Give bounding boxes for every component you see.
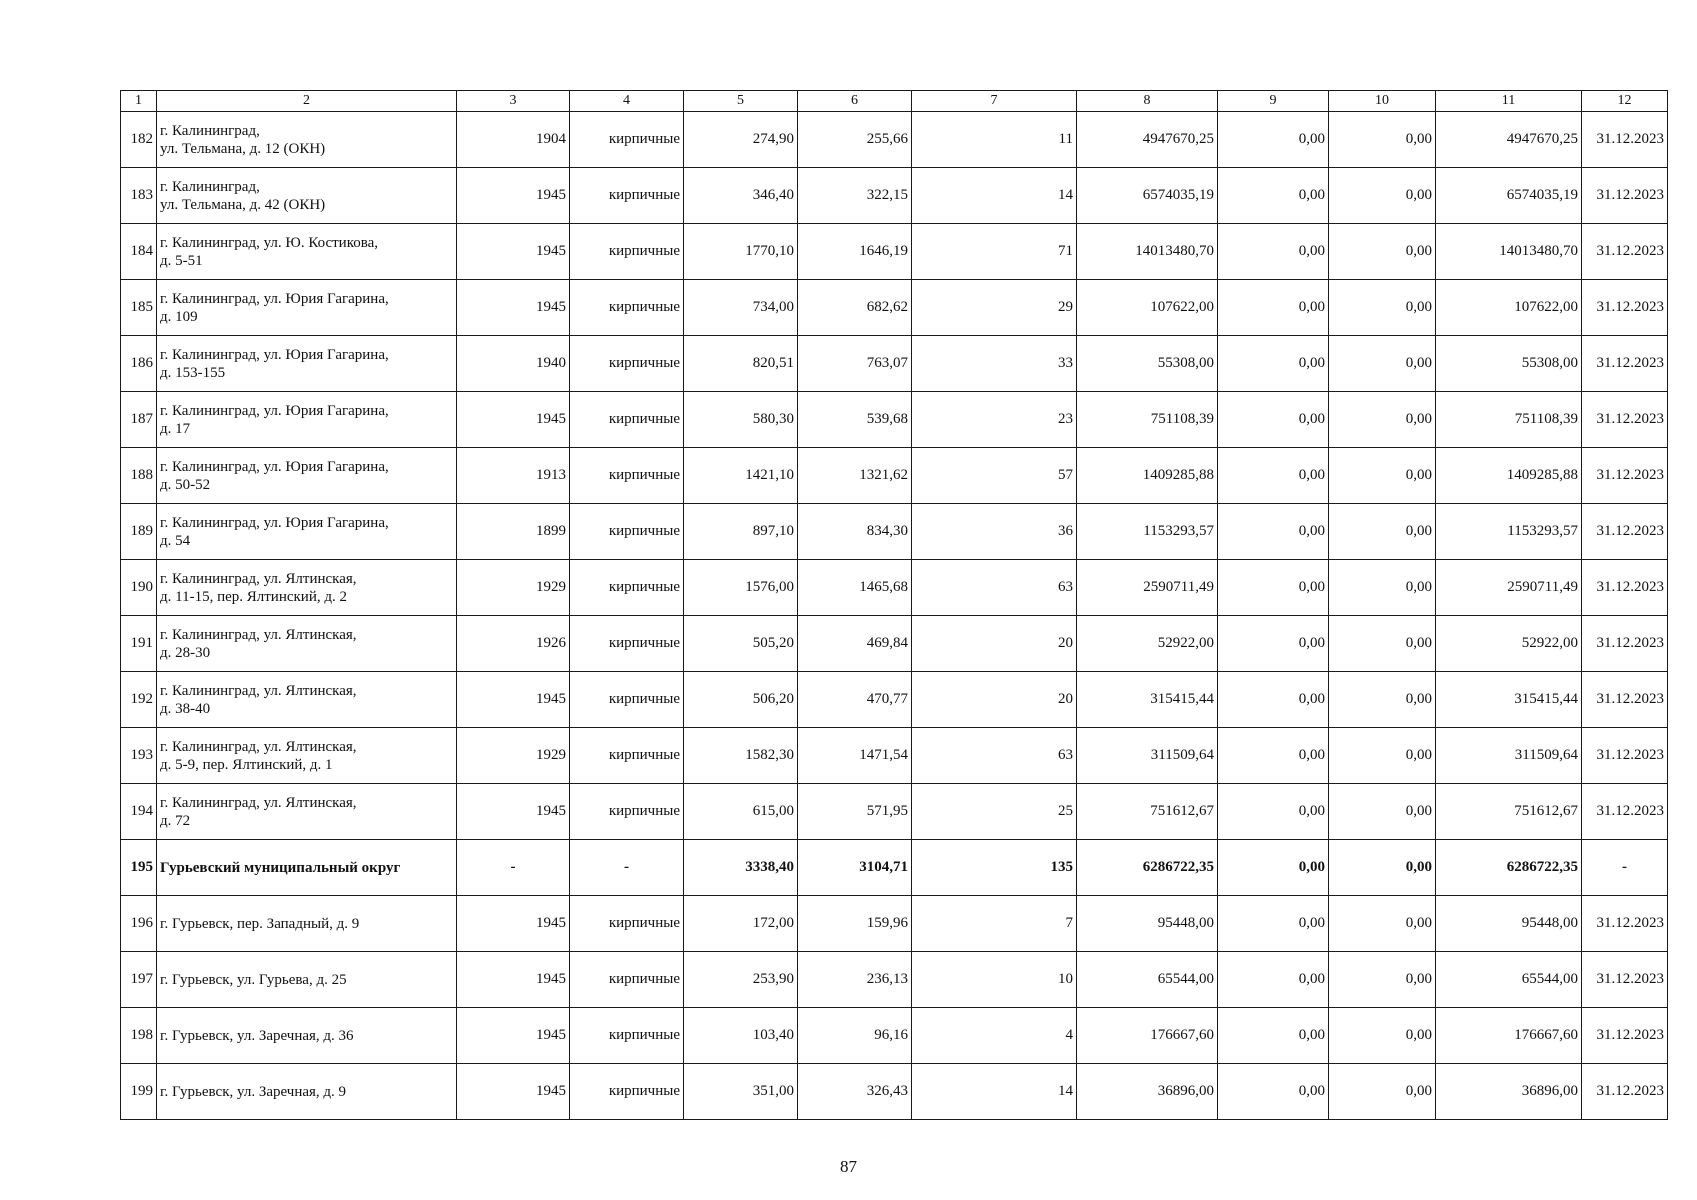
table-row <box>121 336 1668 392</box>
total-area-cell: 615,00 <box>684 784 798 840</box>
col9-value-cell: 0,00 <box>1218 672 1329 728</box>
col10-value-cell: 0,00 <box>1329 112 1436 168</box>
col10-value-cell: 0,00 <box>1329 448 1436 504</box>
row-number-cell: 183 <box>121 168 157 224</box>
address-cell: г. Калининград, ул. Юрия Гагарина, д. 109 <box>157 280 457 336</box>
deadline-date-cell: 31.12.2023 <box>1582 672 1668 728</box>
deadline-date-cell: 31.12.2023 <box>1582 504 1668 560</box>
living-area-cell: 763,07 <box>798 336 912 392</box>
deadline-date-cell: 31.12.2023 <box>1582 616 1668 672</box>
total-cost-cell: 95448,00 <box>1077 896 1218 952</box>
col10-value-cell: 0,00 <box>1329 728 1436 784</box>
residents-count-cell: 7 <box>912 896 1077 952</box>
col10-value-cell: 0,00 <box>1329 224 1436 280</box>
residents-count-cell: 63 <box>912 728 1077 784</box>
address-cell: г. Калининград, ул. Юрия Гагарина, д. 153-155 <box>157 336 457 392</box>
total-cost-cell: 52922,00 <box>1077 616 1218 672</box>
living-area-cell: 236,13 <box>798 952 912 1008</box>
col10-value-cell: 0,00 <box>1329 560 1436 616</box>
budget-cost-cell: 6286722,35 <box>1436 840 1582 896</box>
deadline-date-cell: 31.12.2023 <box>1582 896 1668 952</box>
living-area-cell: 1321,62 <box>798 448 912 504</box>
wall-material-cell: кирпичные <box>570 112 684 168</box>
year-built-cell: 1945 <box>457 1008 570 1064</box>
housing-register-table <box>120 90 1668 1120</box>
year-built-cell: 1945 <box>457 280 570 336</box>
table-row <box>121 784 1668 840</box>
table-row <box>121 728 1668 784</box>
living-area-cell: 1646,19 <box>798 224 912 280</box>
row-number-cell: 196 <box>121 896 157 952</box>
table-row <box>121 560 1668 616</box>
table-row <box>121 1064 1668 1120</box>
total-area-cell: 253,90 <box>684 952 798 1008</box>
budget-cost-cell: 107622,00 <box>1436 280 1582 336</box>
address-cell: г. Калининград, ул. Юрия Гагарина, д. 54 <box>157 504 457 560</box>
col9-value-cell: 0,00 <box>1218 504 1329 560</box>
table-row <box>121 504 1668 560</box>
column-number-header: 1 <box>121 91 157 112</box>
total-cost-cell: 1153293,57 <box>1077 504 1218 560</box>
year-built-cell: 1913 <box>457 448 570 504</box>
col9-value-cell: 0,00 <box>1218 896 1329 952</box>
deadline-date-cell: 31.12.2023 <box>1582 728 1668 784</box>
year-built-cell: 1945 <box>457 784 570 840</box>
row-number-cell: 198 <box>121 1008 157 1064</box>
year-built-cell: 1929 <box>457 728 570 784</box>
wall-material-cell: кирпичные <box>570 1064 684 1120</box>
budget-cost-cell: 55308,00 <box>1436 336 1582 392</box>
deadline-date-cell: 31.12.2023 <box>1582 784 1668 840</box>
living-area-cell: 539,68 <box>798 392 912 448</box>
wall-material-cell: кирпичные <box>570 224 684 280</box>
year-built-cell: 1945 <box>457 672 570 728</box>
col10-value-cell: 0,00 <box>1329 336 1436 392</box>
total-area-cell: 505,20 <box>684 616 798 672</box>
col9-value-cell: 0,00 <box>1218 1008 1329 1064</box>
total-area-cell: 580,30 <box>684 392 798 448</box>
column-number-header: 3 <box>457 91 570 112</box>
col10-value-cell: 0,00 <box>1329 504 1436 560</box>
row-number-cell: 182 <box>121 112 157 168</box>
deadline-date-cell: 31.12.2023 <box>1582 448 1668 504</box>
page-number: 87 <box>840 1157 857 1176</box>
total-cost-cell: 311509,64 <box>1077 728 1218 784</box>
deadline-date-cell: 31.12.2023 <box>1582 112 1668 168</box>
total-cost-cell: 65544,00 <box>1077 952 1218 1008</box>
total-area-cell: 820,51 <box>684 336 798 392</box>
col10-value-cell: 0,00 <box>1329 280 1436 336</box>
total-cost-cell: 36896,00 <box>1077 1064 1218 1120</box>
budget-cost-cell: 1409285,88 <box>1436 448 1582 504</box>
column-number-header: 4 <box>570 91 684 112</box>
budget-cost-cell: 751612,67 <box>1436 784 1582 840</box>
wall-material-cell: кирпичные <box>570 1008 684 1064</box>
year-built-cell: 1945 <box>457 1064 570 1120</box>
total-cost-cell: 55308,00 <box>1077 336 1218 392</box>
budget-cost-cell: 65544,00 <box>1436 952 1582 1008</box>
total-area-cell: 172,00 <box>684 896 798 952</box>
residents-count-cell: 135 <box>912 840 1077 896</box>
deadline-date-cell: 31.12.2023 <box>1582 336 1668 392</box>
total-cost-cell: 4947670,25 <box>1077 112 1218 168</box>
wall-material-cell: кирпичные <box>570 784 684 840</box>
total-cost-cell: 107622,00 <box>1077 280 1218 336</box>
living-area-cell: 1465,68 <box>798 560 912 616</box>
address-cell: г. Калининград, ул. Тельмана, д. 42 (ОКН) <box>157 168 457 224</box>
table-row <box>121 280 1668 336</box>
col10-value-cell: 0,00 <box>1329 1064 1436 1120</box>
deadline-date-cell: - <box>1582 840 1668 896</box>
address-cell: г. Калининград, ул. Юрия Гагарина, д. 50-52 <box>157 448 457 504</box>
budget-cost-cell: 52922,00 <box>1436 616 1582 672</box>
residents-count-cell: 63 <box>912 560 1077 616</box>
column-number-header: 11 <box>1436 91 1582 112</box>
deadline-date-cell: 31.12.2023 <box>1582 1008 1668 1064</box>
col10-value-cell: 0,00 <box>1329 896 1436 952</box>
table-row <box>121 672 1668 728</box>
column-number-header: 9 <box>1218 91 1329 112</box>
row-number-cell: 185 <box>121 280 157 336</box>
budget-cost-cell: 751108,39 <box>1436 392 1582 448</box>
living-area-cell: 96,16 <box>798 1008 912 1064</box>
residents-count-cell: 25 <box>912 784 1077 840</box>
total-cost-cell: 6286722,35 <box>1077 840 1218 896</box>
year-built-cell: 1945 <box>457 224 570 280</box>
col10-value-cell: 0,00 <box>1329 952 1436 1008</box>
table-row <box>121 616 1668 672</box>
address-cell: г. Гурьевск, пер. Западный, д. 9 <box>157 896 457 952</box>
table-row <box>121 112 1668 168</box>
col9-value-cell: 0,00 <box>1218 392 1329 448</box>
budget-cost-cell: 1153293,57 <box>1436 504 1582 560</box>
address-cell: г. Калининград, ул. Юрия Гагарина, д. 17 <box>157 392 457 448</box>
total-cost-cell: 1409285,88 <box>1077 448 1218 504</box>
address-cell: г. Гурьевск, ул. Заречная, д. 9 <box>157 1064 457 1120</box>
wall-material-cell: кирпичные <box>570 560 684 616</box>
deadline-date-cell: 31.12.2023 <box>1582 168 1668 224</box>
year-built-cell: 1940 <box>457 336 570 392</box>
deadline-date-cell: 31.12.2023 <box>1582 560 1668 616</box>
address-cell: г. Калининград, ул. Ялтинская, д. 5-9, пер. Ялтинский, д. 1 <box>157 728 457 784</box>
address-cell: г. Калининград, ул. Ялтинская, д. 38-40 <box>157 672 457 728</box>
deadline-date-cell: 31.12.2023 <box>1582 1064 1668 1120</box>
total-area-cell: 734,00 <box>684 280 798 336</box>
row-number-cell: 188 <box>121 448 157 504</box>
year-built-cell: - <box>457 840 570 896</box>
budget-cost-cell: 95448,00 <box>1436 896 1582 952</box>
total-area-cell: 103,40 <box>684 1008 798 1064</box>
residents-count-cell: 71 <box>912 224 1077 280</box>
wall-material-cell: кирпичные <box>570 728 684 784</box>
col10-value-cell: 0,00 <box>1329 168 1436 224</box>
residents-count-cell: 57 <box>912 448 1077 504</box>
budget-cost-cell: 2590711,49 <box>1436 560 1582 616</box>
row-number-cell: 199 <box>121 1064 157 1120</box>
row-number-cell: 191 <box>121 616 157 672</box>
wall-material-cell: кирпичные <box>570 896 684 952</box>
col9-value-cell: 0,00 <box>1218 1064 1329 1120</box>
living-area-cell: 470,77 <box>798 672 912 728</box>
wall-material-cell: кирпичные <box>570 168 684 224</box>
row-number-cell: 187 <box>121 392 157 448</box>
residents-count-cell: 36 <box>912 504 1077 560</box>
total-area-cell: 346,40 <box>684 168 798 224</box>
table-row <box>121 1008 1668 1064</box>
table-row <box>121 224 1668 280</box>
col9-value-cell: 0,00 <box>1218 784 1329 840</box>
year-built-cell: 1899 <box>457 504 570 560</box>
column-number-header: 2 <box>157 91 457 112</box>
year-built-cell: 1945 <box>457 952 570 1008</box>
residents-count-cell: 4 <box>912 1008 1077 1064</box>
residents-count-cell: 23 <box>912 392 1077 448</box>
col9-value-cell: 0,00 <box>1218 224 1329 280</box>
budget-cost-cell: 36896,00 <box>1436 1064 1582 1120</box>
col9-value-cell: 0,00 <box>1218 840 1329 896</box>
living-area-cell: 322,15 <box>798 168 912 224</box>
total-area-cell: 1770,10 <box>684 224 798 280</box>
column-number-header: 5 <box>684 91 798 112</box>
col9-value-cell: 0,00 <box>1218 112 1329 168</box>
address-cell: г. Калининград, ул. Тельмана, д. 12 (ОКН) <box>157 112 457 168</box>
total-area-cell: 506,20 <box>684 672 798 728</box>
deadline-date-cell: 31.12.2023 <box>1582 280 1668 336</box>
total-area-cell: 274,90 <box>684 112 798 168</box>
budget-cost-cell: 311509,64 <box>1436 728 1582 784</box>
total-cost-cell: 176667,60 <box>1077 1008 1218 1064</box>
budget-cost-cell: 6574035,19 <box>1436 168 1582 224</box>
living-area-cell: 255,66 <box>798 112 912 168</box>
total-cost-cell: 751612,67 <box>1077 784 1218 840</box>
living-area-cell: 834,30 <box>798 504 912 560</box>
col10-value-cell: 0,00 <box>1329 840 1436 896</box>
total-area-cell: 3338,40 <box>684 840 798 896</box>
district-total-row <box>121 840 1668 896</box>
col10-value-cell: 0,00 <box>1329 1008 1436 1064</box>
table-row <box>121 168 1668 224</box>
total-area-cell: 897,10 <box>684 504 798 560</box>
living-area-cell: 326,43 <box>798 1064 912 1120</box>
total-area-cell: 351,00 <box>684 1064 798 1120</box>
wall-material-cell: кирпичные <box>570 392 684 448</box>
wall-material-cell: кирпичные <box>570 280 684 336</box>
col9-value-cell: 0,00 <box>1218 168 1329 224</box>
address-cell: г. Гурьевск, ул. Гурьева, д. 25 <box>157 952 457 1008</box>
wall-material-cell: кирпичные <box>570 448 684 504</box>
row-number-cell: 193 <box>121 728 157 784</box>
living-area-cell: 1471,54 <box>798 728 912 784</box>
address-cell: г. Гурьевск, ул. Заречная, д. 36 <box>157 1008 457 1064</box>
wall-material-cell: - <box>570 840 684 896</box>
wall-material-cell: кирпичные <box>570 672 684 728</box>
deadline-date-cell: 31.12.2023 <box>1582 392 1668 448</box>
column-number-header-row <box>121 91 1668 112</box>
year-built-cell: 1945 <box>457 168 570 224</box>
budget-cost-cell: 4947670,25 <box>1436 112 1582 168</box>
total-cost-cell: 751108,39 <box>1077 392 1218 448</box>
residents-count-cell: 14 <box>912 168 1077 224</box>
col9-value-cell: 0,00 <box>1218 952 1329 1008</box>
column-number-header: 6 <box>798 91 912 112</box>
living-area-cell: 159,96 <box>798 896 912 952</box>
column-number-header: 10 <box>1329 91 1436 112</box>
total-area-cell: 1582,30 <box>684 728 798 784</box>
living-area-cell: 469,84 <box>798 616 912 672</box>
budget-cost-cell: 14013480,70 <box>1436 224 1582 280</box>
total-area-cell: 1576,00 <box>684 560 798 616</box>
address-cell: г. Калининград, ул. Ю. Костикова, д. 5-51 <box>157 224 457 280</box>
wall-material-cell: кирпичные <box>570 952 684 1008</box>
year-built-cell: 1904 <box>457 112 570 168</box>
address-cell: г. Калининград, ул. Ялтинская, д. 11-15, пер. Ялтинский, д. 2 <box>157 560 457 616</box>
col10-value-cell: 0,00 <box>1329 616 1436 672</box>
table-row <box>121 392 1668 448</box>
col9-value-cell: 0,00 <box>1218 448 1329 504</box>
total-area-cell: 1421,10 <box>684 448 798 504</box>
total-cost-cell: 315415,44 <box>1077 672 1218 728</box>
address-cell: г. Калининград, ул. Ялтинская, д. 72 <box>157 784 457 840</box>
year-built-cell: 1945 <box>457 896 570 952</box>
wall-material-cell: кирпичные <box>570 504 684 560</box>
col9-value-cell: 0,00 <box>1218 280 1329 336</box>
residents-count-cell: 14 <box>912 1064 1077 1120</box>
residents-count-cell: 20 <box>912 616 1077 672</box>
total-cost-cell: 2590711,49 <box>1077 560 1218 616</box>
row-number-cell: 186 <box>121 336 157 392</box>
column-number-header: 12 <box>1582 91 1668 112</box>
residents-count-cell: 11 <box>912 112 1077 168</box>
residents-count-cell: 29 <box>912 280 1077 336</box>
wall-material-cell: кирпичные <box>570 616 684 672</box>
year-built-cell: 1945 <box>457 392 570 448</box>
residents-count-cell: 33 <box>912 336 1077 392</box>
table-row <box>121 952 1668 1008</box>
row-number-cell: 194 <box>121 784 157 840</box>
column-number-header: 7 <box>912 91 1077 112</box>
row-number-cell: 190 <box>121 560 157 616</box>
col10-value-cell: 0,00 <box>1329 392 1436 448</box>
col9-value-cell: 0,00 <box>1218 616 1329 672</box>
row-number-cell: 189 <box>121 504 157 560</box>
table-row <box>121 448 1668 504</box>
living-area-cell: 3104,71 <box>798 840 912 896</box>
year-built-cell: 1929 <box>457 560 570 616</box>
total-cost-cell: 14013480,70 <box>1077 224 1218 280</box>
budget-cost-cell: 315415,44 <box>1436 672 1582 728</box>
deadline-date-cell: 31.12.2023 <box>1582 224 1668 280</box>
residents-count-cell: 10 <box>912 952 1077 1008</box>
year-built-cell: 1926 <box>457 616 570 672</box>
row-number-cell: 197 <box>121 952 157 1008</box>
living-area-cell: 571,95 <box>798 784 912 840</box>
wall-material-cell: кирпичные <box>570 336 684 392</box>
deadline-date-cell: 31.12.2023 <box>1582 952 1668 1008</box>
living-area-cell: 682,62 <box>798 280 912 336</box>
row-number-cell: 192 <box>121 672 157 728</box>
budget-cost-cell: 176667,60 <box>1436 1008 1582 1064</box>
row-number-cell: 195 <box>121 840 157 896</box>
table-row <box>121 896 1668 952</box>
address-cell: г. Калининград, ул. Ялтинская, д. 28-30 <box>157 616 457 672</box>
col9-value-cell: 0,00 <box>1218 728 1329 784</box>
residents-count-cell: 20 <box>912 672 1077 728</box>
total-cost-cell: 6574035,19 <box>1077 168 1218 224</box>
col9-value-cell: 0,00 <box>1218 560 1329 616</box>
row-number-cell: 184 <box>121 224 157 280</box>
column-number-header: 8 <box>1077 91 1218 112</box>
col9-value-cell: 0,00 <box>1218 336 1329 392</box>
col10-value-cell: 0,00 <box>1329 672 1436 728</box>
col10-value-cell: 0,00 <box>1329 784 1436 840</box>
address-cell: Гурьевский муниципальный округ <box>157 840 457 896</box>
